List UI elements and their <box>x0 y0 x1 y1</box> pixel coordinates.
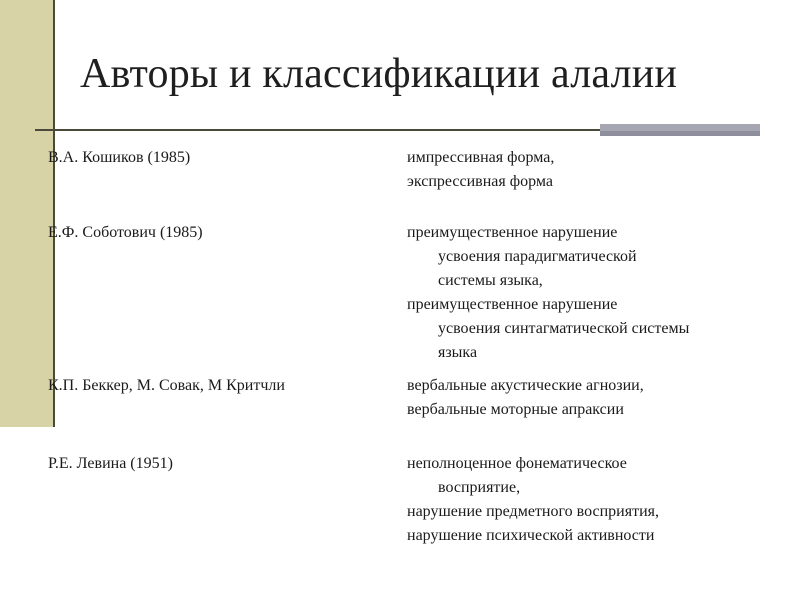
classification-line: нарушение предметного восприятия, <box>407 503 659 520</box>
classification-cell <box>407 374 787 422</box>
classification-cell <box>407 221 787 365</box>
classification-line: усвоения парадигматической <box>438 248 637 265</box>
classification-line: неполноценное фонематическое <box>407 455 627 472</box>
classification-line: языка <box>438 344 478 361</box>
author-cell: В.А. Кошиков (1985) <box>48 149 191 166</box>
classification-line: восприятие, <box>438 479 521 496</box>
classification-line: экспрессивная форма <box>407 173 553 190</box>
classification-line: вербальные акустические агнозии, <box>407 377 644 394</box>
classification-line: системы языка, <box>438 272 543 289</box>
classification-cell <box>407 452 787 548</box>
classification-line: усвоения синтагматической системы <box>438 320 690 337</box>
classification-line: преимущественное нарушение <box>407 224 618 241</box>
slide-title: Авторы и классификации алалии <box>80 51 678 97</box>
classification-line: вербальные моторные апраксии <box>407 401 624 418</box>
classification-line: нарушение психической активности <box>407 527 655 544</box>
author-cell: К.П. Беккер, М. Совак, М Критчли <box>48 377 285 394</box>
author-cell: Е.Ф. Соботович (1985) <box>48 224 203 241</box>
classification-cell <box>407 146 787 194</box>
classification-line: импрессивная форма, <box>407 149 555 166</box>
author-cell: Р.Е. Левина (1951) <box>48 455 173 472</box>
classification-line: преимущественное нарушение <box>407 296 618 313</box>
